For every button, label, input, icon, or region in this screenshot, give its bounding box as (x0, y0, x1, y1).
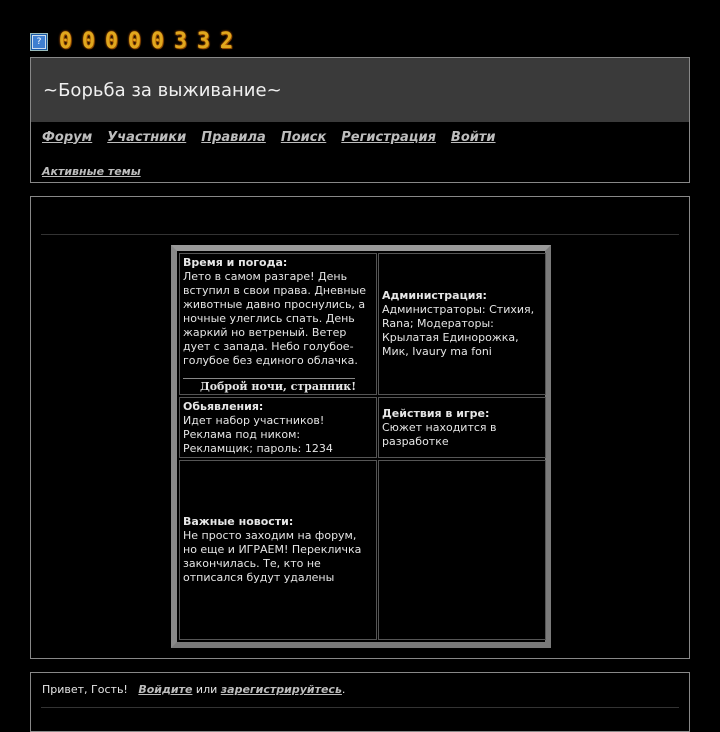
greeting-divider (183, 378, 355, 379)
game-actions-cell (378, 397, 546, 458)
nav-register-link[interactable]: Регистрация (341, 129, 436, 145)
active-topics-link[interactable]: Активные темы (42, 165, 141, 178)
forum-header (30, 57, 690, 183)
counter-digit: 0 (104, 29, 119, 54)
sub-navigation (42, 160, 156, 179)
counter-digit: 0 (58, 29, 73, 54)
news-heading: Важные новости: (183, 515, 294, 528)
or-text: или (195, 683, 218, 696)
counter-digit: 3 (173, 29, 188, 54)
counter-digit: 3 (196, 29, 211, 54)
period-text: . (341, 683, 346, 696)
divider (41, 234, 679, 235)
nav-members-link[interactable]: Участники (107, 129, 187, 145)
announcements-line-2: Реклама под ником: Рекламщик; пароль: 1234 (183, 428, 333, 455)
nav-rules-link[interactable]: Правила (201, 129, 266, 145)
administration-heading: Администрация: (382, 289, 487, 302)
guest-greeting (42, 683, 345, 696)
counter-digit: 0 (127, 29, 142, 54)
weather-text: Лето в самом разгаре! День вступил в свои права. Дневные животные давно проснулись, а ночные улеглись спать. День жаркий но ветреный. Ветер дует с запада. Небо голубое-голубое без единого облачка. (183, 270, 367, 367)
hello-text: Привет, Гость! (42, 683, 128, 696)
game-actions-heading: Действия в игре: (382, 406, 490, 420)
news-cell (179, 460, 377, 640)
empty-cell (378, 460, 546, 640)
question-mark-glyph: ? (32, 35, 46, 49)
divider (41, 707, 679, 708)
announcement-box (30, 196, 690, 659)
hit-counter (30, 30, 242, 54)
game-actions-text: Сюжет находится в разработке (382, 420, 497, 448)
register-link[interactable]: зарегистрируйтесь (220, 683, 342, 696)
counter-digit: 0 (150, 29, 165, 54)
nav-login-link[interactable]: Войти (450, 129, 496, 145)
weather-cell (179, 253, 377, 395)
news-text: Не просто заходим на форум, но еще и ИГРАЕМ! Перекличка закончилась. Те, кто не отписался будут удалены (183, 529, 362, 584)
announcements-line-1: Идет набор участников! (183, 414, 325, 427)
forum-title-bar (31, 58, 689, 122)
main-navigation (31, 122, 689, 152)
nav-search-link[interactable]: Поиск (280, 129, 327, 145)
announcements-cell (179, 397, 377, 458)
weather-heading: Время и погода: (183, 256, 288, 269)
announcements-heading: Обьявления: (183, 400, 264, 413)
nav-forum-link[interactable]: Форум (42, 129, 93, 145)
welcome-box (30, 672, 690, 732)
login-link[interactable]: Войдите (138, 683, 193, 696)
counter-digits (58, 30, 242, 54)
administration-cell (378, 253, 546, 395)
counter-digit: 0 (81, 29, 96, 54)
forum-title: ~Борьба за выживание~ (43, 79, 282, 101)
administration-text: Администраторы: Стихия, Rana; Модераторы: Крылатая Единорожка, Мик, Ivaury ma foni (382, 303, 535, 358)
counter-digit: 2 (219, 29, 234, 54)
greeting-text: Доброй ночи, странник! (199, 380, 357, 393)
info-panel (171, 245, 551, 648)
broken-image-icon (30, 33, 48, 51)
